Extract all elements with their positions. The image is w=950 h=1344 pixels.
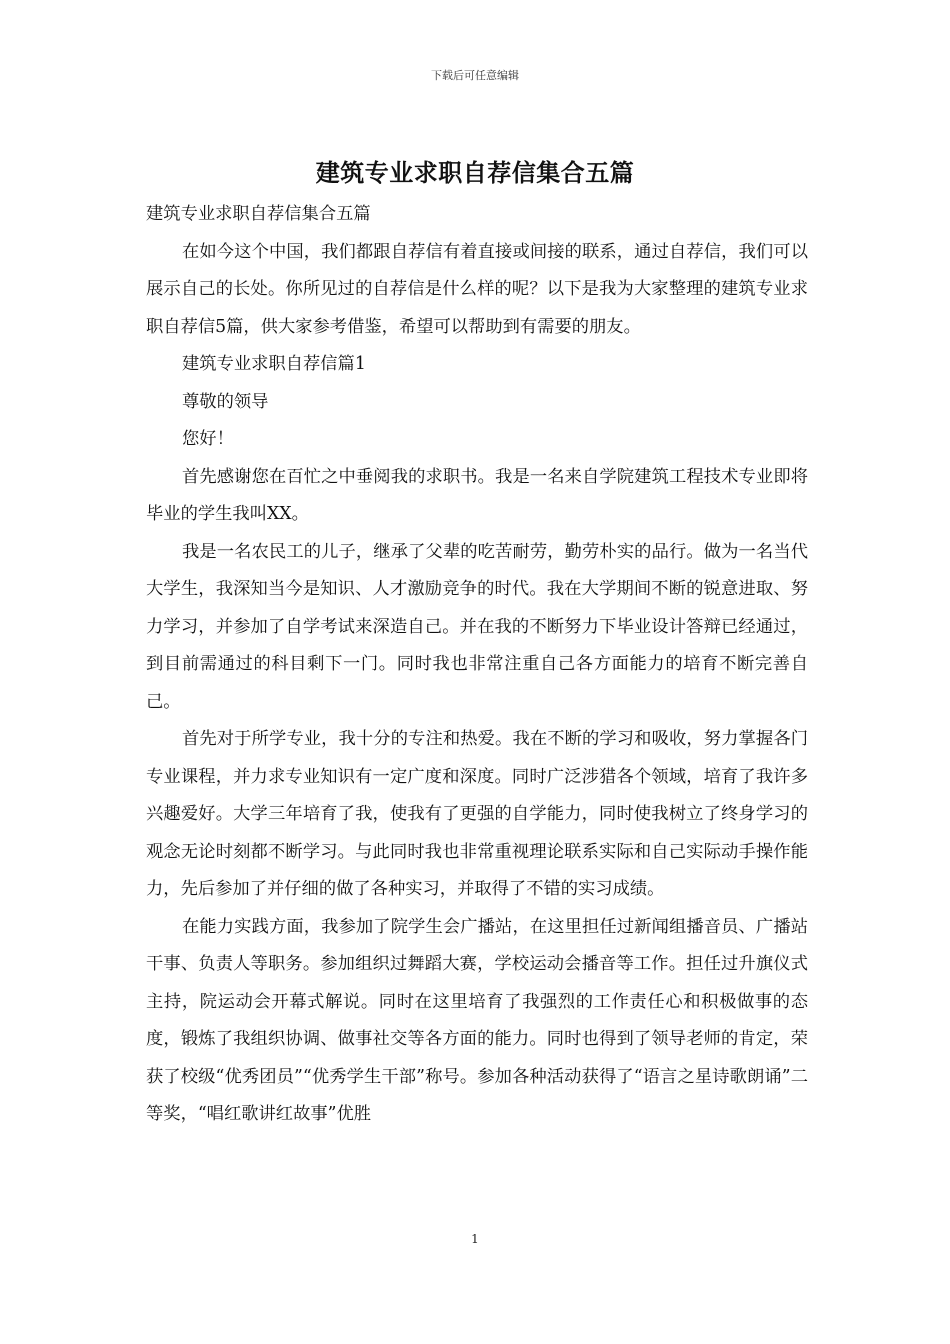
intro-paragraph: 在如今这个中国，我们都跟自荐信有着直接或间接的联系，通过自荐信，我们可以展示自己的长处。你所见过的自荐信是什么样的呢？以下是我为大家整理的建筑专业求职自荐信5篇，供大家参考借鉴，希望可以帮助到有需要的朋友。 xyxy=(146,241,808,337)
salutation: 尊敬的领导 xyxy=(182,391,269,412)
body-subtitle: 建筑专业求职自荐信集合五篇 xyxy=(146,204,371,224)
body-paragraph: 我是一名农民工的儿子，继承了父辈的吃苦耐劳，勤劳朴实的品行。做为一名当代大学生，我深知当今是知识、人才激励竞争的时代。我在大学期间不断的锐意进取、努力学习，并参加了自学考试来深造自己。并在我的不断努力下毕业设计答辩已经通过，到目前需通过的科目剩下一门。同时我也非常注重自己各方面能力的培育不断完善自己。 xyxy=(146,541,808,712)
body-paragraph: 在能力实践方面，我参加了院学生会广播站，在这里担任过新闻组播音员、广播站干事、负责人等职务。参加组织过舞蹈大赛，学校运动会播音等工作。担任过升旗仪式主持，院运动会开幕式解说。同时在这里培育了我强烈的工作责任心和积极做事的态度，锻炼了我组织协调、做事社交等各方面的能力。同时也得到了领导老师的肯定，荣获了校级“优秀团员”“优秀学生干部”称号。参加各种活动获得了“语言之星诗歌朗诵”二等奖，“唱红歌讲红故事”优胜 xyxy=(146,916,808,1124)
body-paragraph: 首先对于所学专业，我十分的专注和热爱。我在不断的学习和吸收，努力掌握各门专业课程，并力求专业知识有一定广度和深度。同时广泛涉猎各个领域，培育了我许多兴趣爱好。大学三年培育了我，使我有了更强的自学能力，同时使我树立了终身学习的观念无论时刻都不断学习。与此同时我也非常重视理论联系实际和自己实际动手操作能力，先后参加了并仔细的做了各种实习，并取得了不错的实习成绩。 xyxy=(146,729,808,899)
page-number: 1 xyxy=(471,1232,479,1246)
header-note: 下载后可任意编辑 xyxy=(431,69,519,82)
document-body xyxy=(146,196,808,1134)
section-heading: 建筑专业求职自荐信篇1 xyxy=(182,354,366,374)
document-title: 建筑专业求职自荐信集合五篇 xyxy=(315,158,635,187)
body-paragraph: 首先感谢您在百忙之中垂阅我的求职书。我是一名来自学院建筑工程技术专业即将毕业的学生我叫XX。 xyxy=(146,466,808,524)
greeting: 您好！ xyxy=(182,429,234,449)
